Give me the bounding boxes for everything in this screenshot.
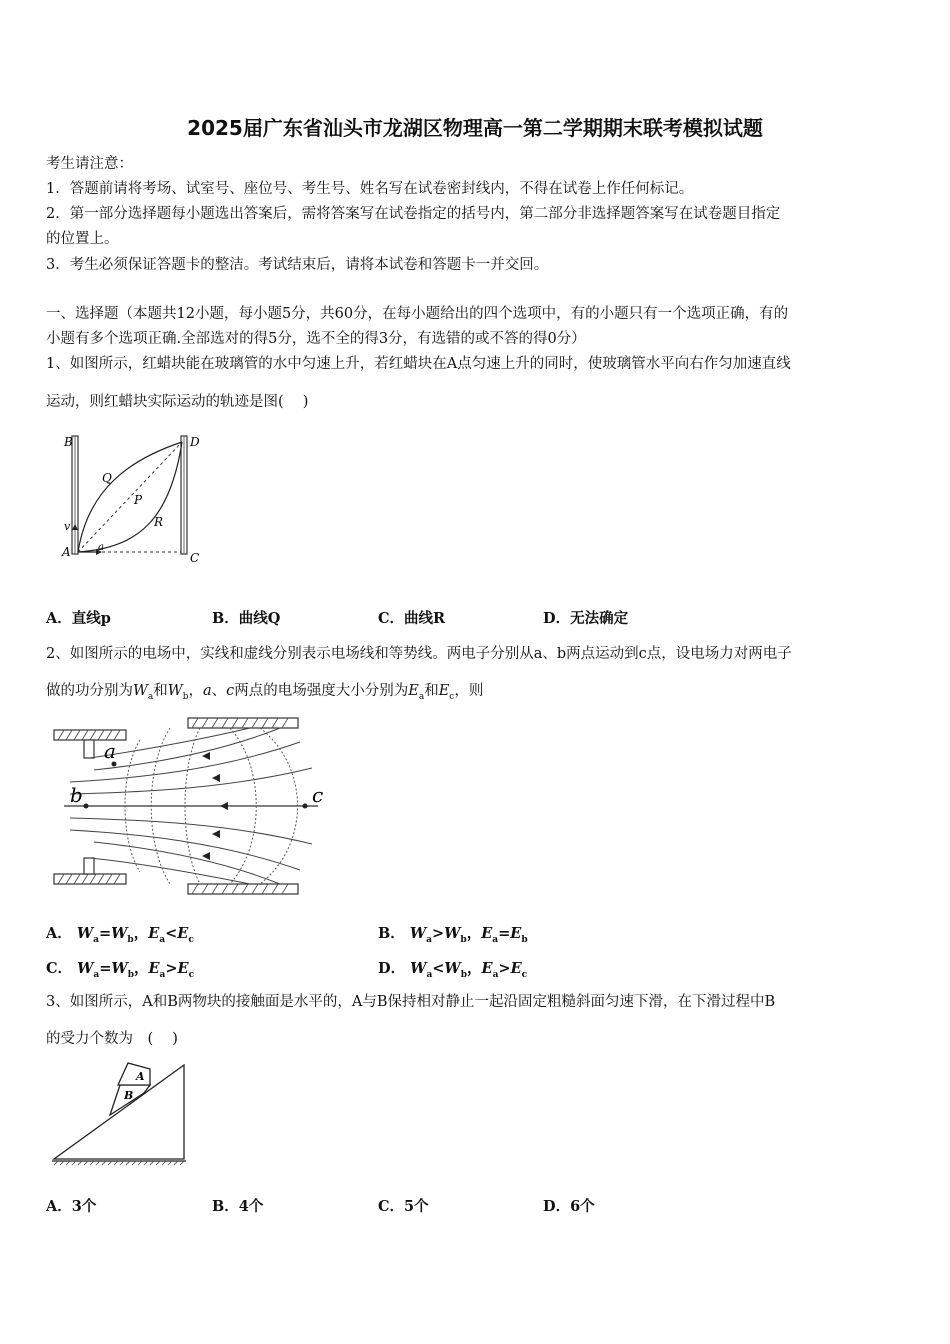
q2-label-a: a	[104, 739, 116, 763]
q1-option-a[interactable]: A．直线p	[46, 610, 111, 627]
q3-label-A: A	[136, 1070, 145, 1083]
q1-label-R: R	[154, 515, 164, 529]
q1-label-P: P	[134, 493, 143, 507]
section-header-line2: 小题有多个选项正确.全部选对的得5分，选不全的得3分，有选错的或不答的得0分）	[46, 331, 586, 347]
notice-item-3: 3．考生必须保证答题卡的整洁。考试结束后，请将本试卷和答题卡一并交回。	[46, 257, 549, 273]
q2-label-b: b	[70, 783, 83, 807]
q3-figure	[50, 1055, 190, 1167]
q3-stem-line1: 3、如图所示，A和B两物块的接触面是水平的，A与B保持相对静止一起沿固定粗糙斜面匀速下滑，在下滑过程中B	[46, 994, 776, 1010]
page-title: 2025届广东省汕头市龙湖区物理高一第二学期期末联考模拟试题	[187, 116, 763, 140]
q1-label-v: v	[64, 520, 71, 533]
q2-stem-line2: 做的功分别为$W_a$和$W_b$，a、c两点的电场强度大小分别为$E_a$和$E_c$，则	[46, 683, 484, 702]
q3-option-a[interactable]: A．3个	[46, 1198, 97, 1215]
q3-option-d[interactable]: D．6个	[543, 1198, 595, 1215]
section-header-line1: 一、选择题（本题共12小题，每小题5分，共60分，在每小题给出的四个选项中，有的小题只有一个选项正确，有的	[46, 306, 789, 322]
q3-option-b[interactable]: B．4个	[212, 1198, 264, 1215]
q1-figure	[58, 430, 208, 570]
q2-option-d[interactable]: D． $W_a<W_b$，$E_a>E_c$	[378, 960, 528, 980]
q1-option-b[interactable]: B．曲线Q	[212, 610, 281, 627]
q2-stem-line1: 2、如图所示的电场中，实线和虚线分别表示电场线和等势线。两电子分别从a、b两点运动到c点，设电场力对两电子	[46, 646, 792, 662]
q1-label-C: C	[190, 551, 200, 565]
q2-option-c[interactable]: C． $W_a=W_b$，$E_a>E_c$	[46, 960, 195, 980]
q1-label-D: D	[190, 435, 200, 449]
q3-option-c[interactable]: C．5个	[378, 1198, 429, 1215]
q3-label-B: B	[124, 1089, 134, 1102]
q1-label-Q: Q	[102, 471, 112, 485]
q2-option-b[interactable]: B． $W_a>W_b$，$E_a=E_b$	[378, 925, 528, 945]
q1-option-d[interactable]: D．无法确定	[543, 610, 629, 627]
notice-item-2-cont: 的位置上。	[46, 231, 119, 247]
q2-label-c: c	[312, 783, 324, 807]
q1-label-B: B	[64, 435, 73, 449]
notice-item-1: 1．答题前请将考场、试室号、座位号、考生号、姓名写在试卷密封线内，不得在试卷上作任何标记。	[46, 181, 694, 197]
q1-stem-line1: 1、如图所示，红蜡块能在玻璃管的水中匀速上升，若红蜡块在A点匀速上升的同时，使玻璃管水平向右作匀加速直线	[46, 356, 791, 372]
q3-stem-line2: 的受力个数为 ( )	[46, 1031, 178, 1047]
q1-option-c[interactable]: C．曲线R	[378, 610, 446, 627]
q1-label-a: a	[98, 542, 104, 553]
q2-option-a[interactable]: A． $W_a=W_b$，$E_a<E_c$	[46, 925, 194, 945]
q1-stem-line2: 运动，则红蜡块实际运动的轨迹是图( )	[46, 394, 309, 410]
notice-item-2: 2．第一部分选择题每小题选出答案后，需将答案写在试卷指定的括号内，第二部分非选择题答案写在试卷题目指定	[46, 206, 781, 222]
notice-heading: 考生请注意：	[46, 156, 133, 172]
q1-label-A: A	[62, 545, 71, 559]
q2-figure	[50, 712, 340, 897]
